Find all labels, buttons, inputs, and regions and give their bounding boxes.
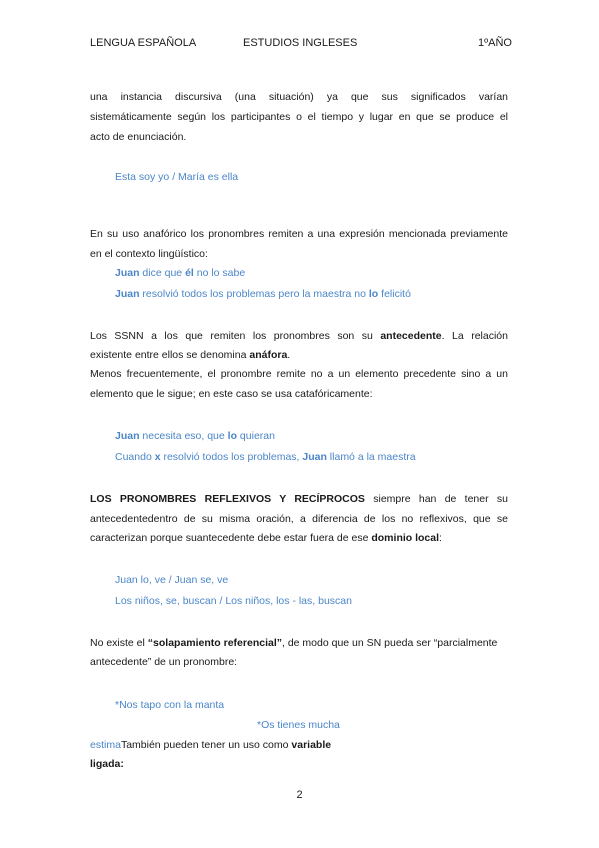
example-2a-part-1: Juan — [115, 267, 140, 279]
example-5c: estima — [90, 739, 121, 751]
paragraph-4-line-1b: siempre han de tener su — [364, 493, 508, 505]
paragraph-5-line-2: antecedente” de un pronombre: — [90, 656, 238, 668]
paragraph-6-line-1 — [90, 739, 331, 751]
example-3a-part-4: quieran — [237, 430, 275, 442]
paragraph-2-line-1: En su uso anafórico los pronombres remiten a una expresión mencionada previamente — [90, 228, 508, 240]
paragraph-2-line-2: en el contexto lingüístico: — [90, 248, 208, 260]
page-number: 2 — [296, 789, 303, 801]
paragraph-5-line-1a: No existe el — [90, 637, 148, 649]
paragraph-4-line-1 — [90, 493, 508, 505]
header-right: 1ºAÑO — [478, 37, 512, 49]
term-anafora: anáfora — [249, 349, 288, 361]
example-3a-part-2: necesita eso, que — [139, 430, 228, 442]
paragraph-5-line-1 — [90, 637, 497, 649]
example-5b: *Os tienes mucha — [257, 719, 340, 731]
paragraph-3-line-1c: . La relación — [441, 330, 508, 342]
example-3b-part-1: Cuando — [115, 451, 155, 463]
example-2b-part-4: felicitó — [378, 288, 411, 300]
section-heading-reflexivos: LOS PRONOMBRES REFLEXIVOS Y RECÍPROCOS — [90, 493, 365, 505]
term-dominio-local: dominio local — [371, 532, 440, 544]
example-3b — [115, 451, 416, 463]
paragraph-3-line-3: Menos frecuentemente, el pronombre remite no a un elemento precedente sino a un — [90, 368, 508, 380]
paragraph-3-line-2 — [90, 349, 290, 361]
term-ligada: ligada: — [90, 758, 124, 770]
header-left: LENGUA ESPAÑOLA — [90, 37, 197, 49]
term-antecedente: antecedente — [380, 330, 442, 342]
header-center: ESTUDIOS INGLESES — [243, 37, 358, 49]
example-3a — [115, 430, 275, 442]
paragraph-3-line-1 — [90, 330, 508, 342]
example-4b: Los niños, se, buscan / Los niños, los - las, buscan — [115, 595, 352, 607]
example-3b-part-3: resolvió todos los problemas, — [160, 451, 303, 463]
example-3b-part-5: llamó a la maestra — [326, 451, 416, 463]
example-2b — [115, 288, 411, 300]
term-variable: variable — [291, 739, 332, 751]
example-3b-part-2: x — [154, 451, 161, 463]
example-2a-part-4: no lo sabe — [193, 267, 246, 279]
paragraph-4-line-3c: : — [439, 532, 442, 544]
example-2a-part-2: dice que — [139, 267, 186, 279]
paragraph-4-line-2: antecedentedentro de su misma oración, a diferencia de los no reflexivos, que se — [90, 513, 508, 525]
paragraph-3-line-1a: Los SSNN a los que remiten los pronombres son su — [90, 330, 381, 342]
paragraph-1-line-2: sistemáticamente según los participantes o el tiempo y lugar en que se produce el — [90, 111, 508, 123]
example-2a — [115, 267, 245, 279]
paragraph-5-line-1c: , de modo que un SN pueda ser “parcialmente — [282, 637, 498, 649]
example-3a-part-3: lo — [227, 430, 238, 442]
example-1: Esta soy yo / María es ella — [115, 171, 239, 183]
example-4a: Juan lo, ve / Juan se, ve — [115, 574, 229, 586]
paragraph-4-line-3a: caracterizan porque suantecedente debe estar fuera de ese — [90, 532, 372, 544]
example-3b-part-4: Juan — [302, 451, 327, 463]
paragraph-3-line-2a: existente entre ellos se denomina — [90, 349, 250, 361]
example-2a-part-3: él — [185, 267, 194, 279]
example-5a: *Nos tapo con la manta — [115, 699, 225, 711]
paragraph-6-text: También pueden tener un uso como — [120, 739, 292, 751]
term-solapamiento: “solapamiento referencial” — [147, 637, 282, 649]
example-2b-part-1: Juan — [115, 288, 140, 300]
paragraph-3-line-2c: . — [287, 349, 291, 361]
paragraph-3-line-4: elemento que le sigue; en este caso se usa catafóricamente: — [90, 388, 373, 400]
example-3a-part-1: Juan — [115, 430, 140, 442]
paragraph-1-line-1: una instancia discursiva (una situación) ya que sus significados varían — [90, 91, 508, 103]
paragraph-4-line-3 — [90, 532, 442, 544]
paragraph-1-line-3: acto de enunciación. — [90, 131, 187, 143]
example-2b-part-2: resolvió todos los problemas pero la maestra no — [139, 288, 369, 300]
example-2b-part-3: lo — [368, 288, 379, 300]
